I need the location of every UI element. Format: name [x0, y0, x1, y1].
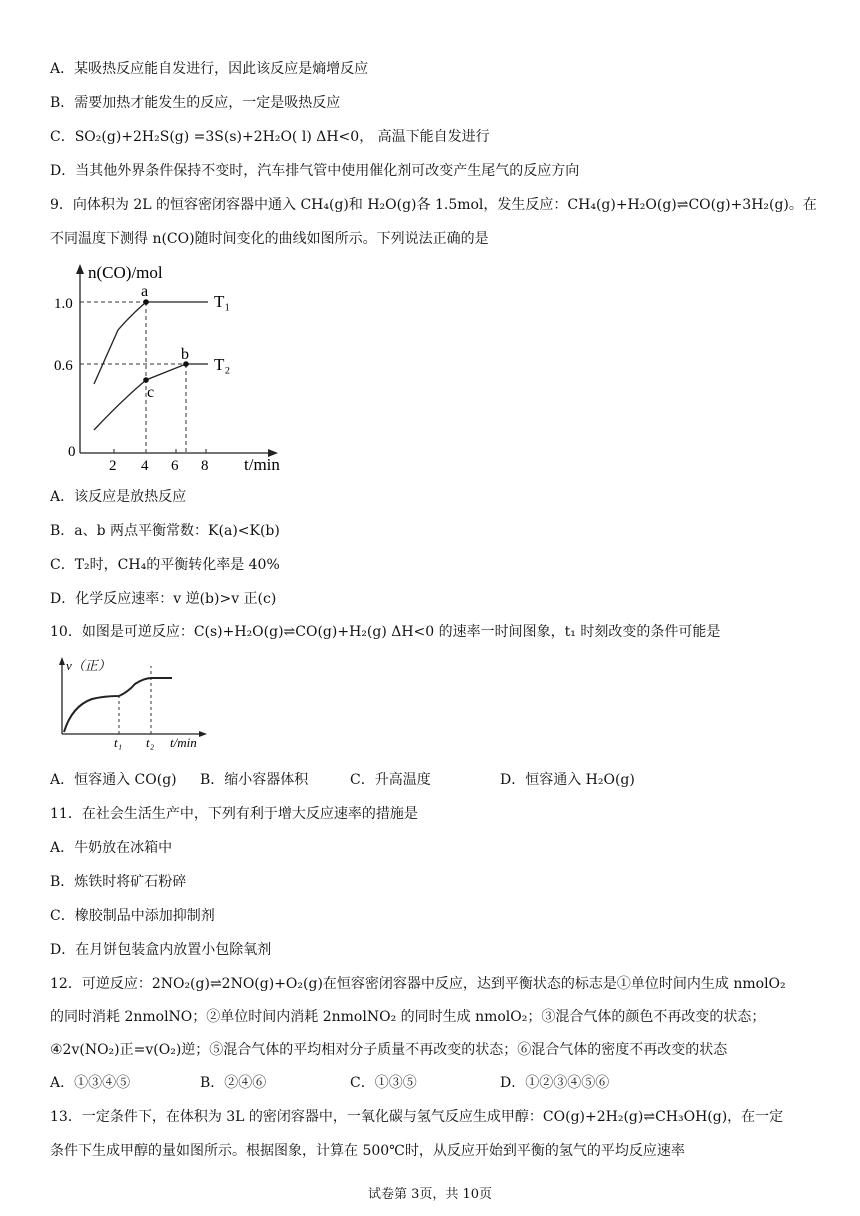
q10-option-d: D．恒容通入 H₂O(g): [500, 772, 635, 788]
q10-figure: [52, 654, 212, 754]
q12-option-b: B．②④⑥: [200, 1075, 267, 1091]
q8-option-a: A．某吸热反应能自发进行，因此该反应是熵增反应: [50, 61, 369, 77]
q9-stem-line2: 不同温度下测得 n(CO)随时间变化的曲线如图所示。下列说法正确的是: [50, 231, 489, 247]
q12-line3: ④2v(NO₂)正=v(O₂)逆；⑤混合气体的平均相对分子质量不再改变的状态；⑥混合气体的密度不再改变的状态: [50, 1042, 728, 1058]
q10-rate-curve: [64, 678, 172, 732]
q11-option-a: A．牛奶放在冰箱中: [50, 840, 173, 856]
q9-ylabel: n(CO)/mol: [88, 263, 163, 282]
q13-line1: 13．一定条件下，在体积为 3L 的密闭容器中，一氧化碳与氢气反应生成甲醇：CO(g)+2H₂(g)⇌CH₃OH(g)，在一定: [50, 1109, 784, 1125]
q11-option-c: C．橡胶制品中添加抑制剂: [50, 908, 215, 924]
q12-option-c: C．①③⑤: [350, 1075, 417, 1091]
q9-ytick-0: 0: [68, 444, 76, 460]
q9-xtick-8: 8: [201, 458, 209, 474]
q10-option-b: B．缩小容器体积: [200, 772, 309, 788]
q12-option-d: D．①②③④⑤⑥: [500, 1075, 610, 1091]
q11-option-b: B．炼铁时将矿石粉碎: [50, 874, 187, 890]
q11-option-d: D．在月饼包装盒内放置小包除氧剂: [50, 942, 272, 958]
q9-label-t2: T₂: [214, 355, 231, 374]
q8-option-b: B．需要加热才能发生的反应，一定是吸热反应: [50, 95, 341, 111]
q10-t2-label: t₂: [146, 735, 155, 750]
q9-ytick-06: 0.6: [54, 358, 73, 374]
q8-option-d: D．当其他外界条件保持不变时，汽车排气管中使用催化剂可改变产生尾气的反应方向: [50, 163, 580, 179]
q9-option-c: C．T₂时，CH₄的平衡转化率是 40%: [50, 557, 280, 573]
q9-figure: [50, 256, 290, 476]
q9-stem-line1: 9．向体积为 2L 的恒容密闭容器中通入 CH₄(g)和 H₂O(g)各 1.5mol，发生反应：CH₄(g)+H₂O(g)⇌CO(g)+3H₂(g)。在: [50, 197, 817, 213]
q10-stem: 10．如图是可逆反应：C(s)+H₂O(g)⇌CO(g)+H₂(g) ΔH<0 的速率一时间图象，t₁ 时刻改变的条件可能是: [50, 624, 721, 640]
q9-xlabel: t/min: [244, 455, 280, 474]
q9-point-a: a: [141, 283, 149, 300]
q10-ylabel: v（正）: [66, 658, 111, 673]
q10-option-c: C．升高温度: [350, 772, 431, 788]
q9-option-d: D．化学反应速率：v 逆(b)>v 正(c): [50, 591, 277, 607]
q13-line2: 条件下生成甲醇的量如图所示。根据图象，计算在 500℃时，从反应开始到平衡的氢气的平均反应速率: [50, 1143, 685, 1159]
q9-option-b: B．a、b 两点平衡常数：K(a)<K(b): [50, 523, 280, 539]
q9-xtick-4: 4: [141, 458, 149, 474]
q9-ytick-1: 1.0: [54, 296, 73, 312]
q9-curve-t1: [94, 302, 208, 384]
q12-options: [50, 1073, 609, 1093]
q8-option-c: C．SO₂(g)+2H₂S(g) =3S(s)+2H₂O( l) ΔH<0， 高温下能自发进行: [50, 129, 490, 145]
q9-point-b: b: [181, 346, 189, 363]
q10-t1-label: t₁: [114, 735, 123, 750]
q12-line2: 的同时消耗 2nmolNO；②单位时间内消耗 2nmolNO₂ 的同时生成 nmolO₂；③混合气体的颜色不再改变的状态；: [50, 1009, 766, 1025]
q11-stem: 11．在社会生活生产中，下列有利于增大反应速率的措施是: [50, 806, 418, 822]
page-footer: 试卷第 3页，共 10页: [367, 1187, 493, 1202]
q9-option-a: A．该反应是放热反应: [50, 489, 187, 505]
q10-options: [50, 770, 635, 790]
q12-option-a: A．①③④⑤: [50, 1075, 131, 1091]
q9-point-c: c: [147, 384, 155, 401]
q9-label-t1: T₁: [214, 292, 231, 311]
q9-xtick-6: 6: [171, 458, 179, 474]
q12-line1: 12．可逆反应：2NO₂(g)⇌2NO(g)+O₂(g)在恒容密闭容器中反应，达到平衡状态的标志是①单位时间内生成 nmolO₂: [50, 976, 786, 992]
q9-xtick-2: 2: [109, 458, 117, 474]
q10-option-a: A．恒容通入 CO(g): [50, 772, 177, 788]
q10-xlabel: t/min: [170, 735, 197, 750]
